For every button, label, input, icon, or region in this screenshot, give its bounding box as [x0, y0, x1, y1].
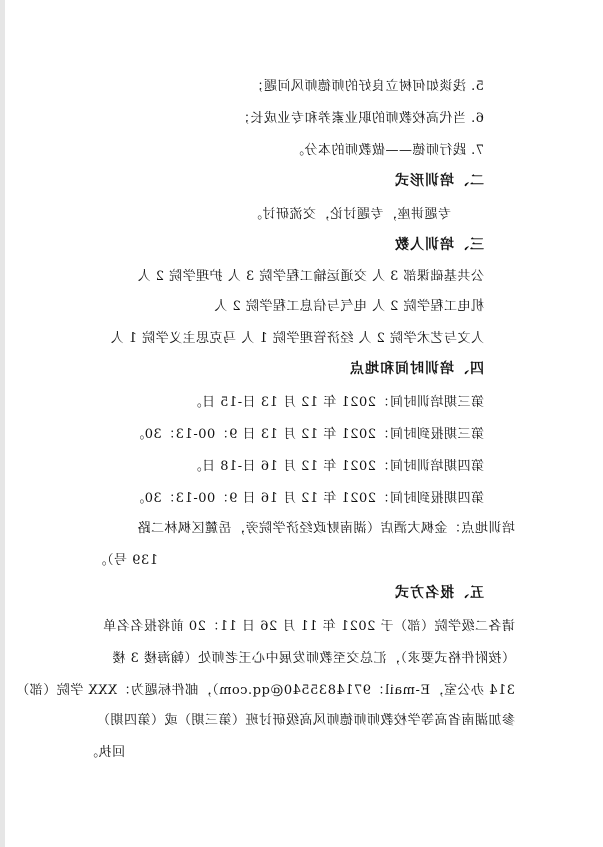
section-heading-5: 五、报名方式 — [394, 585, 484, 601]
list-item-6: 6. 当代高校教师的职业素养和专业成长； — [236, 111, 484, 126]
schedule-line-4: 第四期报到时间：2021 年 12 月 16 日 9：00-13：30。 — [130, 491, 484, 506]
section-heading-4: 四、培训时间和地点 — [349, 361, 484, 377]
attendee-line-2: 机电工程学院 2 人 电气与信息工程学院 2 人 — [213, 299, 484, 314]
schedule-line-2: 第三期报到时间：2021 年 12 月 13 日 9：00-13：30。 — [130, 427, 484, 442]
venue-line-2: 139 号）。 — [93, 553, 158, 568]
schedule-line-1: 第三期培训时间：2021 年 12 月 13 日-15 日。 — [188, 395, 484, 410]
signup-line-5: 回执。 — [84, 745, 125, 760]
signup-line-2: （按附件格式要求），汇总交至教师发展中心王老师处（翰海楼 3 楼 — [111, 651, 515, 666]
attendee-line-1: 公共基础课部 3 人 交通运输工程学院 3 人 护理学院 2 人 — [137, 269, 484, 284]
signup-line-1: 请各二级学院（部）于 2021 年 11 月 26 日 11：20 前将报名名单 — [102, 619, 515, 634]
section-heading-3: 三、培训人数 — [394, 237, 484, 253]
signup-line-4: 参加湖南省高等学校教师师德师风高级研讨班（第三期）或（第四期） — [96, 713, 515, 728]
attendee-line-3: 人文与艺术学院 2 人 经济管理学院 1 人 马克思主义学院 1 人 — [110, 331, 484, 346]
schedule-line-3: 第四期培训时间：2021 年 12 月 16 日-18 日。 — [188, 459, 484, 474]
venue-line-1: 培训地点：金枫大酒店（湖南财政经济学院旁，岳麓区枫林二路 — [136, 521, 515, 536]
paragraph-format: 专题讲座，专题讨论，交流研讨。 — [248, 207, 451, 222]
list-item-5: 5. 浅谈如何树立良好的师德师风问题； — [249, 79, 484, 94]
signup-line-3: 314 办公室，E-mail：9714835540@qq.com），邮件标题为：XXX 学院（部） — [15, 683, 515, 698]
list-item-7: 7. 践行师德——做教师的本分。 — [290, 143, 484, 158]
section-heading-2: 二、培训形式 — [394, 173, 484, 189]
